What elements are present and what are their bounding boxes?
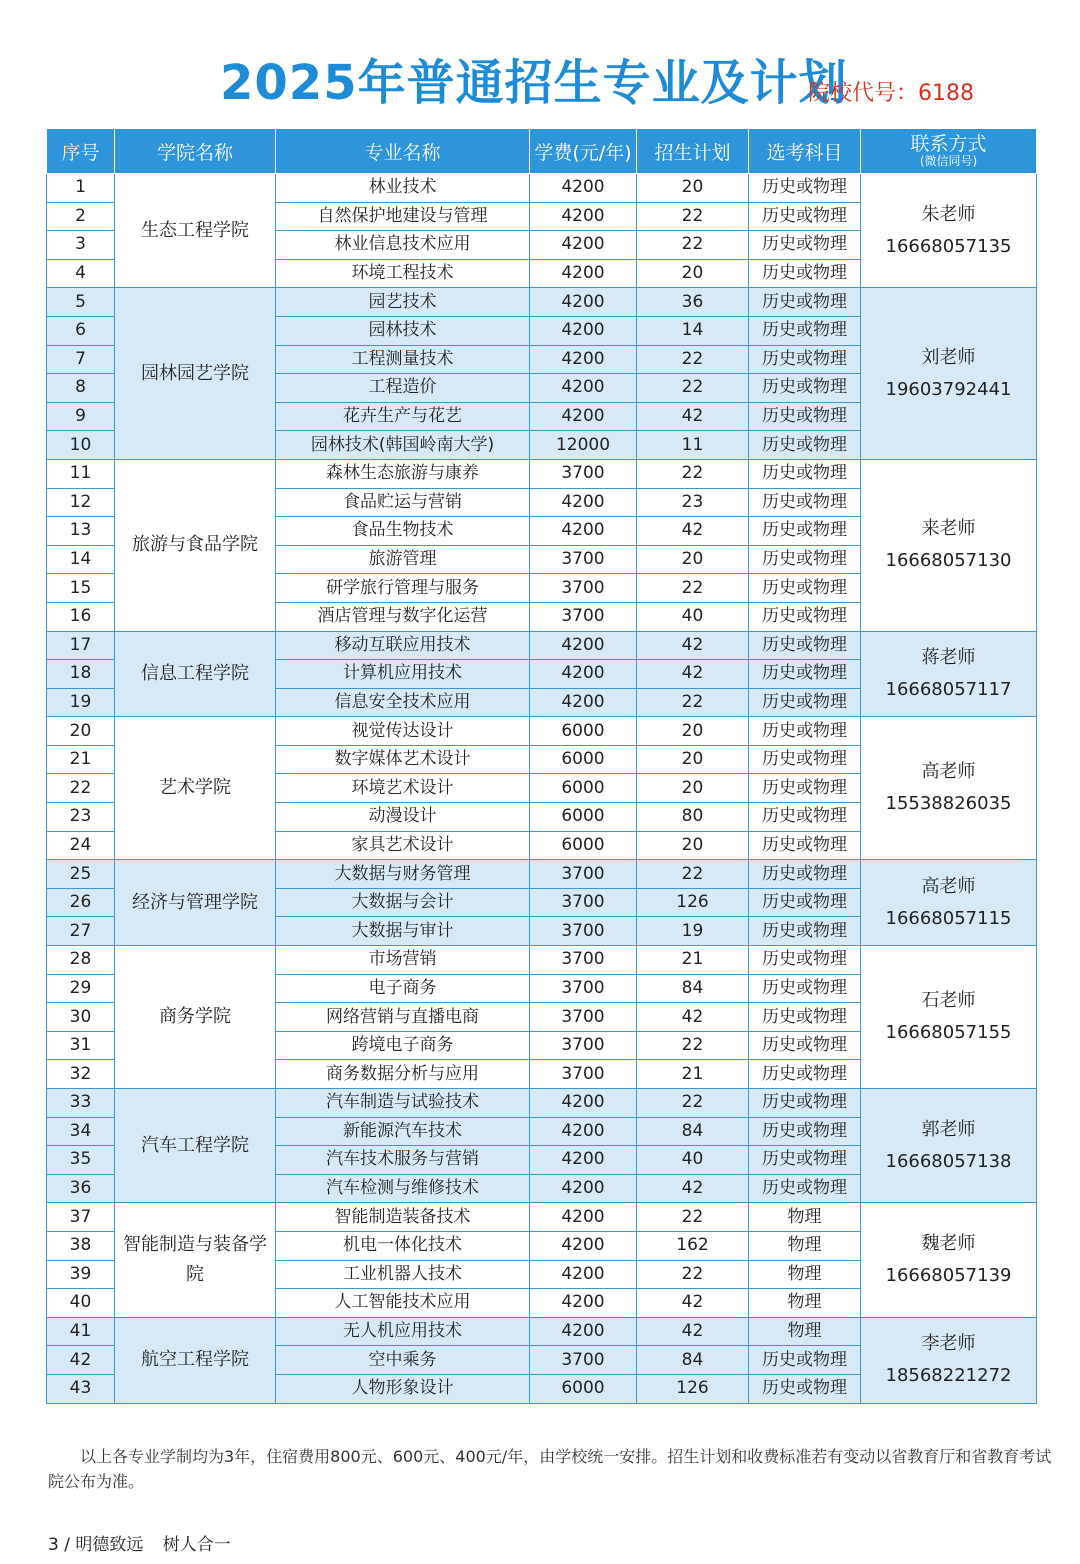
major-name: 人物形象设计: [276, 1374, 530, 1403]
subject-requirement: 物理: [749, 1317, 861, 1346]
footer-page: 3 / 明德致远: [48, 1535, 144, 1555]
plan-count: 84: [637, 974, 749, 1003]
tuition-value: 4200: [530, 1317, 637, 1346]
header-contact-sub: (微信同号): [919, 153, 978, 168]
table-header-row: [47, 129, 1037, 174]
tuition-value: 6000: [530, 1374, 637, 1403]
subject-requirement: 历史或物理: [749, 174, 861, 203]
major-name: 智能制造装备技术: [276, 1203, 530, 1232]
tuition-value: 3700: [530, 1031, 637, 1060]
major-name: 动漫设计: [276, 803, 530, 832]
plan-count: 22: [637, 1260, 749, 1289]
plan-count: 20: [637, 717, 749, 746]
subject-requirement: 历史或物理: [749, 1060, 861, 1089]
row-number: 27: [47, 917, 115, 946]
tuition-value: 4200: [530, 517, 637, 546]
school-code: 院校代号：6188: [808, 81, 974, 106]
major-name: 计算机应用技术: [276, 660, 530, 689]
row-number: 16: [47, 602, 115, 631]
subject-requirement: 历史或物理: [749, 602, 861, 631]
subject-requirement: 历史或物理: [749, 660, 861, 689]
table-row: [47, 717, 1037, 746]
contact-cell: [861, 459, 1037, 631]
plan-count: 126: [637, 1374, 749, 1403]
tuition-value: 3700: [530, 574, 637, 603]
tuition-value: 3700: [530, 860, 637, 889]
college-name: 商务学院: [115, 946, 276, 1089]
subject-requirement: 历史或物理: [749, 631, 861, 660]
major-name: 大数据与会计: [276, 888, 530, 917]
plan-count: 22: [637, 231, 749, 260]
row-number: 4: [47, 259, 115, 288]
footnote: 以上各专业学制均为3年，住宿费用800元、600元、400元/年，由学校统一安排。招生计划和收费标准若有变动以省教育厅和省教育考试院公布为准。: [48, 1447, 1052, 1491]
subject-requirement: 历史或物理: [749, 774, 861, 803]
major-name: 跨境电子商务: [276, 1031, 530, 1060]
plan-count: 42: [637, 660, 749, 689]
subject-requirement: 历史或物理: [749, 1346, 861, 1375]
contact-phone: 16668057135: [885, 235, 1012, 257]
major-name: 数字媒体艺术设计: [276, 745, 530, 774]
subject-requirement: 历史或物理: [749, 688, 861, 717]
subject-requirement: 历史或物理: [749, 431, 861, 460]
plan-count: 22: [637, 202, 749, 231]
row-number: 19: [47, 688, 115, 717]
subject-requirement: 历史或物理: [749, 1174, 861, 1203]
contact-teacher: 刘老师: [921, 346, 976, 368]
contact-phone: 16668057139: [885, 1265, 1012, 1287]
subject-requirement: 历史或物理: [749, 316, 861, 345]
plan-count: 42: [637, 402, 749, 431]
tuition-value: 6000: [530, 745, 637, 774]
major-name: 汽车技术服务与营销: [276, 1146, 530, 1175]
plan-count: 42: [637, 1174, 749, 1203]
row-number: 12: [47, 488, 115, 517]
row-number: 29: [47, 974, 115, 1003]
plan-count: 22: [637, 1089, 749, 1118]
plan-count: 20: [637, 545, 749, 574]
major-name: 视觉传达设计: [276, 717, 530, 746]
contact-phone: 18568221272: [885, 1365, 1012, 1387]
major-name: 大数据与审计: [276, 917, 530, 946]
major-name: 工程测量技术: [276, 345, 530, 374]
tuition-value: 3700: [530, 459, 637, 488]
header-contact-label: 联系方式: [910, 132, 987, 155]
tuition-value: 4200: [530, 1089, 637, 1118]
tuition-value: 3700: [530, 917, 637, 946]
subject-requirement: 物理: [749, 1289, 861, 1318]
major-name: 电子商务: [276, 974, 530, 1003]
table-row: [47, 1317, 1037, 1346]
row-number: 24: [47, 831, 115, 860]
subject-requirement: 历史或物理: [749, 202, 861, 231]
major-name: 网络营销与直播电商: [276, 1003, 530, 1032]
major-name: 旅游管理: [276, 545, 530, 574]
subject-requirement: 历史或物理: [749, 259, 861, 288]
contact-phone: 16668057130: [885, 550, 1012, 572]
major-name: 家具艺术设计: [276, 831, 530, 860]
subject-requirement: 历史或物理: [749, 1374, 861, 1403]
row-number: 40: [47, 1289, 115, 1318]
major-name: 机电一体化技术: [276, 1231, 530, 1260]
table-row: [47, 860, 1037, 889]
contact-cell: [861, 288, 1037, 460]
college-name: 航空工程学院: [115, 1317, 276, 1403]
subject-requirement: 历史或物理: [749, 459, 861, 488]
table-row: [47, 174, 1037, 203]
row-number: 2: [47, 202, 115, 231]
plan-count: 42: [637, 631, 749, 660]
row-number: 21: [47, 745, 115, 774]
row-number: 41: [47, 1317, 115, 1346]
row-number: 25: [47, 860, 115, 889]
row-number: 31: [47, 1031, 115, 1060]
plan-count: 22: [637, 574, 749, 603]
major-name: 酒店管理与数字化运营: [276, 602, 530, 631]
row-number: 10: [47, 431, 115, 460]
plan-count: 22: [637, 1031, 749, 1060]
subject-requirement: 历史或物理: [749, 1146, 861, 1175]
major-name: 园林技术(韩国岭南大学): [276, 431, 530, 460]
plan-count: 20: [637, 174, 749, 203]
page-title: 2025年普通招生专业及计划: [220, 55, 848, 111]
row-number: 39: [47, 1260, 115, 1289]
major-name: 园艺技术: [276, 288, 530, 317]
subject-requirement: 历史或物理: [749, 803, 861, 832]
contact-teacher: 李老师: [921, 1333, 976, 1355]
subject-requirement: 历史或物理: [749, 1031, 861, 1060]
contact-phone: 15538826035: [885, 793, 1012, 815]
contact-cell: [861, 1089, 1037, 1203]
row-number: 6: [47, 316, 115, 345]
major-name: 食品贮运与营销: [276, 488, 530, 517]
subject-requirement: 历史或物理: [749, 1003, 861, 1032]
table-row: [47, 1203, 1037, 1232]
plan-count: 21: [637, 946, 749, 975]
contact-cell: [861, 631, 1037, 717]
major-name: 市场营销: [276, 946, 530, 975]
contact-teacher: 魏老师: [921, 1233, 976, 1255]
subject-requirement: 历史或物理: [749, 888, 861, 917]
major-name: 汽车制造与试验技术: [276, 1089, 530, 1118]
tuition-value: 4200: [530, 660, 637, 689]
row-number: 1: [47, 174, 115, 203]
row-number: 20: [47, 717, 115, 746]
major-name: 花卉生产与花艺: [276, 402, 530, 431]
contact-teacher: 蒋老师: [921, 646, 976, 668]
subject-requirement: 历史或物理: [749, 231, 861, 260]
row-number: 36: [47, 1174, 115, 1203]
row-number: 18: [47, 660, 115, 689]
row-number: 42: [47, 1346, 115, 1375]
major-name: 空中乘务: [276, 1346, 530, 1375]
plan-count: 80: [637, 803, 749, 832]
tuition-value: 3700: [530, 888, 637, 917]
row-number: 5: [47, 288, 115, 317]
row-number: 11: [47, 459, 115, 488]
contact-cell: [861, 1203, 1037, 1317]
contact-phone: 19603792441: [885, 378, 1012, 400]
plan-count: 23: [637, 488, 749, 517]
college-name: 园林园艺学院: [115, 288, 276, 460]
header-no: 序号: [47, 129, 115, 174]
row-number: 43: [47, 1374, 115, 1403]
subject-requirement: 历史或物理: [749, 345, 861, 374]
contact-teacher: 朱老师: [921, 203, 976, 225]
header-college: 学院名称: [115, 129, 276, 174]
table-row: [47, 459, 1037, 488]
plan-count: 22: [637, 459, 749, 488]
row-number: 17: [47, 631, 115, 660]
tuition-value: 6000: [530, 717, 637, 746]
plan-count: 22: [637, 374, 749, 403]
row-number: 38: [47, 1231, 115, 1260]
row-number: 23: [47, 803, 115, 832]
plan-count: 42: [637, 1317, 749, 1346]
table-row: [47, 946, 1037, 975]
contact-teacher: 郭老师: [921, 1118, 976, 1140]
college-name: 汽车工程学院: [115, 1089, 276, 1203]
tuition-value: 3700: [530, 545, 637, 574]
plan-count: 20: [637, 259, 749, 288]
tuition-value: 4200: [530, 488, 637, 517]
plan-count: 19: [637, 917, 749, 946]
tuition-value: 4200: [530, 1117, 637, 1146]
subject-requirement: 历史或物理: [749, 574, 861, 603]
major-name: 环境艺术设计: [276, 774, 530, 803]
table-body: [47, 174, 1037, 1404]
table-row: [47, 1089, 1037, 1118]
row-number: 22: [47, 774, 115, 803]
header-contact: [861, 129, 1037, 174]
major-name: 研学旅行管理与服务: [276, 574, 530, 603]
major-name: 人工智能技术应用: [276, 1289, 530, 1318]
contact-teacher: 来老师: [921, 518, 976, 540]
plan-count: 22: [637, 345, 749, 374]
contact-phone: 16668057117: [885, 678, 1012, 700]
major-name: 大数据与财务管理: [276, 860, 530, 889]
tuition-value: 4200: [530, 316, 637, 345]
tuition-value: 6000: [530, 831, 637, 860]
subject-requirement: 历史或物理: [749, 402, 861, 431]
row-number: 30: [47, 1003, 115, 1032]
subject-requirement: 历史或物理: [749, 488, 861, 517]
tuition-value: 3700: [530, 1346, 637, 1375]
college-name: 信息工程学院: [115, 631, 276, 717]
plan-count: 22: [637, 1203, 749, 1232]
footer-motto: 树人合一: [162, 1535, 231, 1555]
plan-count: 20: [637, 774, 749, 803]
row-number: 15: [47, 574, 115, 603]
tuition-value: 4200: [530, 631, 637, 660]
tuition-value: 12000: [530, 431, 637, 460]
subject-requirement: 历史或物理: [749, 946, 861, 975]
subject-requirement: 历史或物理: [749, 1089, 861, 1118]
row-number: 34: [47, 1117, 115, 1146]
college-name: 旅游与食品学院: [115, 459, 276, 631]
row-number: 37: [47, 1203, 115, 1232]
plan-count: 42: [637, 517, 749, 546]
tuition-value: 3700: [530, 974, 637, 1003]
major-name: 自然保护地建设与管理: [276, 202, 530, 231]
subject-requirement: 历史或物理: [749, 1117, 861, 1146]
major-name: 工程造价: [276, 374, 530, 403]
plan-count: 20: [637, 745, 749, 774]
tuition-value: 4200: [530, 688, 637, 717]
contact-cell: [861, 860, 1037, 946]
page-footer: [48, 1530, 245, 1555]
subject-requirement: 物理: [749, 1231, 861, 1260]
table-row: [47, 288, 1037, 317]
header-plan: 招生计划: [637, 129, 749, 174]
major-name: 林业信息技术应用: [276, 231, 530, 260]
subject-requirement: 历史或物理: [749, 974, 861, 1003]
tuition-value: 6000: [530, 774, 637, 803]
plan-count: 22: [637, 860, 749, 889]
major-name: 新能源汽车技术: [276, 1117, 530, 1146]
subject-requirement: 历史或物理: [749, 288, 861, 317]
college-name: 生态工程学院: [115, 174, 276, 288]
row-number: 33: [47, 1089, 115, 1118]
plan-count: 42: [637, 1289, 749, 1318]
row-number: 28: [47, 946, 115, 975]
plan-count: 126: [637, 888, 749, 917]
tuition-value: 4200: [530, 1203, 637, 1232]
contact-cell: [861, 717, 1037, 860]
contact-cell: [861, 946, 1037, 1089]
header-subject: 选考科目: [749, 129, 861, 174]
tuition-value: 4200: [530, 288, 637, 317]
college-name: 艺术学院: [115, 717, 276, 860]
plan-count: 14: [637, 316, 749, 345]
row-number: 26: [47, 888, 115, 917]
major-name: 工业机器人技术: [276, 1260, 530, 1289]
tuition-value: 4200: [530, 1260, 637, 1289]
contact-cell: [861, 1317, 1037, 1403]
tuition-value: 3700: [530, 1060, 637, 1089]
tuition-value: 3700: [530, 946, 637, 975]
college-name: 智能制造与装备学院: [115, 1203, 276, 1317]
plan-count: 84: [637, 1346, 749, 1375]
tuition-value: 4200: [530, 1231, 637, 1260]
major-name: 食品生物技术: [276, 517, 530, 546]
college-name: 经济与管理学院: [115, 860, 276, 946]
table-row: [47, 631, 1037, 660]
tuition-value: 4200: [530, 345, 637, 374]
major-name: 园林技术: [276, 316, 530, 345]
title-row: [0, 48, 1080, 118]
contact-teacher: 高老师: [921, 875, 976, 897]
plan-count: 20: [637, 831, 749, 860]
contact-phone: 16668057115: [885, 907, 1012, 929]
major-name: 森林生态旅游与康养: [276, 459, 530, 488]
tuition-value: 3700: [530, 602, 637, 631]
plan-count: 162: [637, 1231, 749, 1260]
plan-count: 11: [637, 431, 749, 460]
major-name: 环境工程技术: [276, 259, 530, 288]
row-number: 3: [47, 231, 115, 260]
major-name: 信息安全技术应用: [276, 688, 530, 717]
tuition-value: 3700: [530, 1003, 637, 1032]
row-number: 13: [47, 517, 115, 546]
contact-phone: 16668057138: [885, 1150, 1012, 1172]
row-number: 35: [47, 1146, 115, 1175]
tuition-value: 4200: [530, 202, 637, 231]
subject-requirement: 历史或物理: [749, 860, 861, 889]
plan-count: 21: [637, 1060, 749, 1089]
tuition-value: 4200: [530, 259, 637, 288]
tuition-value: 4200: [530, 231, 637, 260]
tuition-value: 6000: [530, 803, 637, 832]
subject-requirement: 物理: [749, 1203, 861, 1232]
row-number: 9: [47, 402, 115, 431]
plan-count: 40: [637, 602, 749, 631]
subject-requirement: 历史或物理: [749, 374, 861, 403]
tuition-value: 4200: [530, 1174, 637, 1203]
header-tuition: 学费(元/年): [530, 129, 637, 174]
tuition-value: 4200: [530, 1146, 637, 1175]
plan-count: 42: [637, 1003, 749, 1032]
major-name: 移动互联应用技术: [276, 631, 530, 660]
subject-requirement: 历史或物理: [749, 831, 861, 860]
tuition-value: 4200: [530, 374, 637, 403]
major-name: 商务数据分析与应用: [276, 1060, 530, 1089]
row-number: 14: [47, 545, 115, 574]
contact-teacher: 高老师: [921, 761, 976, 783]
plan-count: 84: [637, 1117, 749, 1146]
row-number: 8: [47, 374, 115, 403]
contact-phone: 16668057155: [885, 1022, 1012, 1044]
subject-requirement: 历史或物理: [749, 917, 861, 946]
subject-requirement: 历史或物理: [749, 717, 861, 746]
subject-requirement: 历史或物理: [749, 517, 861, 546]
plan-count: 40: [637, 1146, 749, 1175]
row-number: 32: [47, 1060, 115, 1089]
major-name: 林业技术: [276, 174, 530, 203]
plan-count: 22: [637, 688, 749, 717]
subject-requirement: 历史或物理: [749, 545, 861, 574]
row-number: 7: [47, 345, 115, 374]
header-major: 专业名称: [276, 129, 530, 174]
tuition-value: 4200: [530, 402, 637, 431]
contact-cell: [861, 174, 1037, 288]
tuition-value: 4200: [530, 174, 637, 203]
major-name: 无人机应用技术: [276, 1317, 530, 1346]
subject-requirement: 历史或物理: [749, 745, 861, 774]
plan-count: 36: [637, 288, 749, 317]
subject-requirement: 物理: [749, 1260, 861, 1289]
enrollment-plan-table: [46, 128, 1037, 1404]
major-name: 汽车检测与维修技术: [276, 1174, 530, 1203]
contact-teacher: 石老师: [921, 990, 976, 1012]
tuition-value: 4200: [530, 1289, 637, 1318]
